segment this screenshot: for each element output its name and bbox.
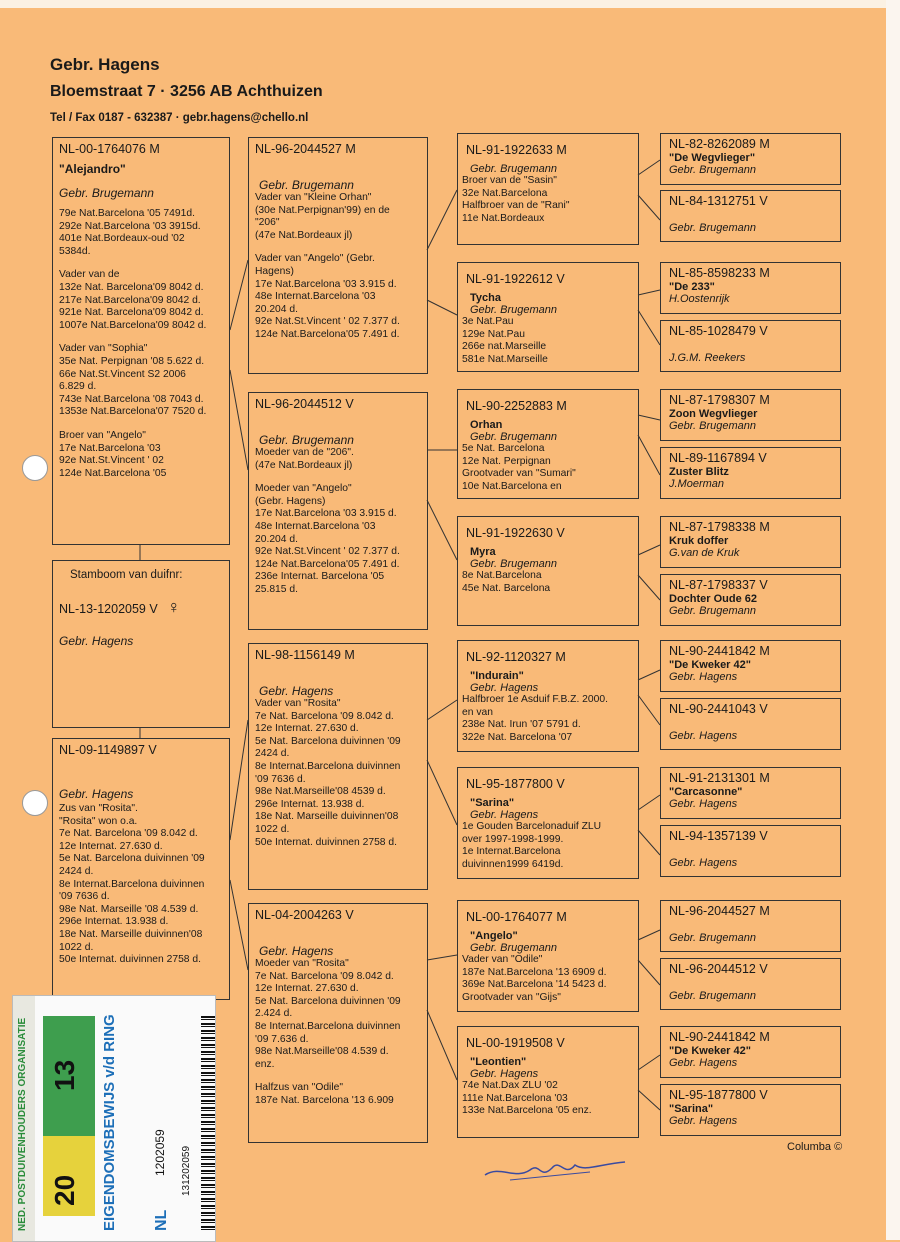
result-line: 92e Nat.St.Vincent ' 02 7.377 d.	[255, 546, 400, 558]
result-line: 48e Internat.Barcelona '03	[255, 291, 376, 303]
ancestor-card	[660, 1084, 841, 1136]
ring-number: NL-00-1764077 M	[466, 910, 567, 924]
result-line: 48e Internat.Barcelona '03	[255, 520, 376, 532]
result-line: Zus van "Rosita".	[59, 803, 138, 814]
result-line: Halfzus van "Odile"	[255, 1082, 344, 1094]
ancestor-card	[660, 389, 841, 441]
result-line: duivinnen1999 6419d.	[462, 858, 564, 870]
result-line: 45e Nat. Barcelona	[462, 582, 551, 594]
breeder: Gebr. Hagens	[669, 857, 738, 869]
result-line: 921e Nat. Barcelona'09 8042 d.	[59, 307, 204, 319]
breeder: Gebr. Brugemann	[470, 163, 558, 175]
ancestor-card	[660, 574, 841, 626]
result-line: 1007e Nat.Barcelona'09 8042 d.	[59, 319, 207, 331]
result-line: 132e Nat. Barcelona'09 8042 d.	[59, 281, 204, 293]
results	[462, 1080, 634, 1118]
breeder: Gebr. Hagens	[259, 684, 334, 698]
spacer	[59, 419, 223, 430]
spacer	[255, 1071, 421, 1082]
result-line: 401e Nat.Bordeaux-oud '02	[59, 233, 185, 245]
result-line: 124e Nat.Barcelona '05	[59, 467, 167, 479]
pigeon-name: Zoon Wegvlieger	[669, 408, 758, 420]
ancestor-card	[660, 447, 841, 499]
card-year-suffix: 13	[49, 1059, 80, 1091]
breeder: Gebr. Brugemann	[470, 431, 558, 443]
pigeon-name: Myra	[470, 546, 496, 558]
result-line: 98e Nat. Marseille '08 4.539 d.	[59, 903, 199, 915]
result-line: 74e Nat.Dax ZLU '02	[462, 1080, 558, 1091]
result-line: Vader van de	[59, 269, 120, 281]
great-grandparent-card	[457, 389, 639, 499]
pigeon-name: "De Kweker 42"	[669, 1045, 751, 1057]
pigeon-name: "Carcasonne"	[669, 786, 743, 798]
pigeon-name: Tycha	[470, 292, 501, 304]
result-line: Vader van "Angelo" (Gebr.	[255, 253, 375, 265]
card-ring-number: 1202059	[153, 1129, 167, 1176]
breeder: J.Moerman	[669, 478, 725, 490]
ancestor-card	[660, 825, 841, 877]
ring-number: NL-89-1167894 V	[669, 451, 767, 465]
result-line: 133e Nat.Barcelona '05 enz.	[462, 1105, 592, 1117]
ring-number: NL-82-8262089 M	[669, 137, 770, 151]
subject-ring-number: NL-13-1202059 V	[59, 602, 158, 616]
mother-breeder: Gebr. Hagens	[59, 787, 134, 801]
ring-number: NL-95-1877800 V	[466, 777, 565, 791]
result-line: 92e Nat.St.Vincent ' 02	[59, 455, 164, 467]
result-line: 2.424 d.	[255, 1008, 293, 1020]
pigeon-name: "Sarina"	[669, 1103, 714, 1115]
result-line: 5e Nat. Barcelona duivinnen '09	[59, 853, 205, 865]
card-barcode	[201, 1016, 216, 1231]
breeder: Gebr. Hagens	[470, 1068, 539, 1080]
punch-hole	[22, 790, 48, 816]
result-line: 5e Nat. Barcelona	[462, 443, 545, 454]
results	[255, 958, 421, 1108]
result-line: 12e Internat. 27.630 d.	[59, 840, 163, 852]
breeder: Gebr. Hagens	[470, 682, 539, 694]
result-line: 743e Nat.Barcelona '08 7043 d.	[59, 393, 204, 405]
result-line: Vader van "Sophia"	[59, 343, 148, 355]
result-line: Grootvader van "Gijs"	[462, 991, 561, 1003]
result-line: over 1997-1998-1999.	[462, 833, 564, 845]
ancestor-card	[660, 516, 841, 568]
results	[462, 954, 634, 1004]
result-line: 50e Internat. duivinnen 2758 d.	[255, 836, 397, 848]
breeder: Gebr. Brugemann	[669, 164, 757, 176]
result-line: 5384d.	[59, 245, 91, 257]
result-line: 79e Nat.Barcelona '05 7491d.	[59, 208, 195, 219]
breeder: Gebr. Brugemann	[470, 942, 558, 954]
results	[462, 694, 634, 744]
father-card	[52, 137, 230, 545]
result-line: 7e Nat. Barcelona '09 8.042 d.	[59, 828, 198, 840]
breeder: Gebr. Brugemann	[259, 433, 354, 447]
ring-number: NL-90-2252883 M	[466, 399, 567, 413]
ancestor-card	[660, 640, 841, 692]
result-line: enz.	[255, 1058, 275, 1070]
result-line: 7e Nat. Barcelona '09 8.042 d.	[255, 970, 394, 982]
breeder: J.G.M. Reekers	[669, 352, 746, 364]
grandparent-card	[248, 643, 428, 890]
result-line: 111e Nat.Barcelona '03	[462, 1092, 568, 1104]
ring-number: NL-94-1357139 V	[669, 829, 768, 843]
pigeon-name: "Sarina"	[470, 797, 515, 809]
result-line: 217e Nat.Barcelona'09 8042 d.	[59, 294, 201, 306]
result-line: 98e Nat.Marseille'08 4539 d.	[255, 786, 386, 798]
great-grandparent-card	[457, 900, 639, 1012]
result-line: Grootvader van "Sumari"	[462, 468, 576, 480]
result-line: 8e Internat.Barcelona duivinnen	[59, 878, 205, 890]
result-line: Hagens)	[255, 265, 294, 277]
results	[462, 175, 634, 225]
ring-number: NL-96-2044512 V	[255, 397, 354, 411]
result-line: Vader van "Rosita"	[255, 698, 341, 709]
pigeon-name: Kruk doffer	[669, 535, 729, 547]
pigeon-name: Orhan	[470, 419, 503, 431]
pigeon-name: Zuster Blitz	[669, 466, 729, 478]
result-line: en van	[462, 706, 493, 718]
result-line: 5e Nat. Barcelona duivinnen '09	[255, 995, 401, 1007]
card-country: NL	[153, 1209, 170, 1231]
great-grandparent-card	[457, 516, 639, 626]
ring-number: NL-91-1922630 V	[466, 526, 565, 540]
ring-number: NL-87-1798307 M	[669, 393, 770, 407]
result-line: 1022 d.	[255, 823, 290, 835]
result-line: 1e Internat.Barcelona	[462, 846, 561, 858]
result-line: 124e Nat.Barcelona'05 7.491 d.	[255, 328, 400, 340]
card-org-name: NED. POSTDUIVENHOUDERS ORGANISATIE	[17, 1017, 28, 1231]
result-line: Broer van de "Sasin"	[462, 175, 557, 186]
result-line: Moeder van de "206".	[255, 447, 354, 458]
ring-number: NL-85-8598233 M	[669, 266, 770, 280]
result-line: Moeder van "Angelo"	[255, 483, 352, 495]
ring-number: NL-96-2044527 M	[669, 904, 770, 918]
ring-number: NL-85-1028479 V	[669, 324, 768, 338]
spacer	[59, 332, 223, 343]
result-line: 7e Nat. Barcelona '09 8.042 d.	[255, 710, 394, 722]
pigeon-name: Dochter Oude 62	[669, 593, 758, 605]
results	[255, 698, 421, 849]
ancestor-card	[660, 262, 841, 314]
ring-number: NL-96-2044527 M	[255, 142, 356, 156]
result-line: 292e Nat.Barcelona '03 3915d.	[59, 220, 201, 232]
ring-number: NL-95-1877800 V	[669, 1088, 768, 1102]
result-line: 3e Nat.Pau	[462, 316, 514, 327]
card-barcode-number: 131202059	[181, 1145, 192, 1196]
great-grandparent-card	[457, 1026, 639, 1138]
results	[462, 570, 634, 595]
ring-number: NL-92-1120327 M	[466, 650, 566, 664]
results	[462, 821, 634, 871]
result-line: 20.204 d.	[255, 303, 298, 315]
ancestor-card	[660, 1026, 841, 1078]
breeder: H.Oostenrijk	[669, 293, 730, 305]
great-grandparent-card	[457, 640, 639, 752]
grandparent-card	[248, 137, 428, 374]
breeder: G.van de Kruk	[669, 547, 740, 559]
pigeon-name: "De Kweker 42"	[669, 659, 751, 671]
ancestor-card	[660, 698, 841, 750]
result-line: 20.204 d.	[255, 533, 298, 545]
mother-results	[59, 803, 223, 967]
pigeon-name: "Angelo"	[470, 930, 518, 942]
breeder: Gebr. Hagens	[470, 809, 539, 821]
card-title: EIGENDOMSBEWIJS v/d RING	[101, 1014, 118, 1231]
result-line: 296e Internat. 13.938 d.	[255, 798, 365, 810]
result-line: 92e Nat.St.Vincent ' 02 7.377 d.	[255, 316, 400, 328]
result-line: (Gebr. Hagens)	[255, 495, 326, 507]
grandparent-card	[248, 903, 428, 1143]
result-line: Vader van "Odile"	[462, 954, 543, 965]
ancestor-card	[660, 900, 841, 952]
result-line: 35e Nat. Perpignan '08 5.622 d.	[59, 355, 205, 367]
subject-ring-row	[59, 597, 223, 618]
ring-number: NL-90-2441043 V	[669, 702, 768, 716]
breeder: Gebr. Brugemann	[259, 178, 354, 192]
result-line: Vader van "Kleine Orhan"	[255, 192, 372, 203]
result-line: Moeder van "Rosita"	[255, 958, 349, 969]
ring-number: NL-91-1922633 M	[466, 143, 567, 157]
breeder: Gebr. Brugemann	[669, 990, 757, 1002]
signature	[480, 1150, 630, 1190]
copyright-text: Columba ©	[787, 1141, 843, 1153]
result-line: 1022 d.	[59, 941, 94, 953]
ancestor-card	[660, 190, 841, 242]
result-line: 18e Nat. Marseille duivinnen'08	[255, 811, 399, 823]
result-line: 32e Nat.Barcelona	[462, 187, 548, 199]
owner-address: Bloemstraat 7 · 3256 AB Achthuizen	[50, 83, 323, 100]
ring-number: NL-96-2044512 V	[669, 962, 768, 976]
ring-number: NL-90-2441842 M	[669, 1030, 770, 1044]
result-line: (47e Nat.Bordeaux jl)	[255, 459, 353, 471]
breeder: Gebr. Hagens	[669, 1115, 738, 1127]
ancestor-card	[660, 767, 841, 819]
pigeon-name: "De 233"	[669, 281, 715, 293]
result-line: 18e Nat. Marseille duivinnen'08	[59, 928, 203, 940]
result-line: 129e Nat.Pau	[462, 328, 525, 340]
result-line: 17e Nat.Barcelona '03 3.915 d.	[255, 278, 397, 290]
result-line: "Rosita" won o.a.	[59, 815, 138, 827]
result-line: 11e Nat.Bordeaux	[462, 212, 545, 224]
result-line: '09 7636 d.	[59, 891, 110, 903]
subject-card	[52, 560, 230, 728]
result-line: (30e Nat.Perpignan'99) en de	[255, 204, 390, 216]
result-line: 5e Nat. Barcelona duivinnen '09	[255, 735, 401, 747]
breeder: Gebr. Hagens	[669, 730, 738, 742]
result-line: 322e Nat. Barcelona '07	[462, 731, 573, 743]
father-ring-number: NL-00-1764076 M	[59, 142, 160, 156]
breeder: Gebr. Hagens	[669, 798, 738, 810]
mother-card	[52, 738, 230, 1000]
breeder: Gebr. Brugemann	[470, 558, 558, 570]
results	[255, 192, 421, 342]
spacer	[255, 472, 421, 483]
great-grandparent-card	[457, 767, 639, 879]
ring-number: NL-87-1798338 M	[669, 520, 770, 534]
ring-number: NL-91-2131301 M	[669, 771, 770, 785]
ownership-card	[12, 995, 216, 1242]
result-line: 6.829 d.	[59, 381, 97, 393]
subject-breeder: Gebr. Hagens	[59, 634, 134, 648]
result-line: 1e Gouden Barcelonaduif ZLU	[462, 821, 602, 832]
father-results	[59, 208, 223, 480]
ring-number: NL-91-1922612 V	[466, 272, 565, 286]
result-line: Broer van "Angelo"	[59, 429, 146, 441]
punch-hole	[22, 455, 48, 481]
result-line: 25.815 d.	[255, 583, 298, 595]
grandparent-card	[248, 392, 428, 630]
result-line: 266e nat.Marseille	[462, 341, 547, 353]
breeder: Gebr. Hagens	[259, 944, 334, 958]
result-line: Halfbroer 1e Asduif F.B.Z. 2000.	[462, 694, 608, 705]
result-line: 369e Nat.Barcelona '14 5423 d.	[462, 979, 607, 991]
result-line: 12e Internat. 27.630 d.	[255, 983, 359, 995]
great-grandparent-card	[457, 133, 639, 245]
result-line: 12e Nat. Perpignan	[462, 455, 551, 467]
result-line: 12e Internat. 27.630 d.	[255, 723, 359, 735]
result-line: 124e Nat.Barcelona'05 7.491 d.	[255, 558, 400, 570]
ring-number: NL-98-1156149 M	[255, 648, 355, 662]
pigeon-name: "Leontien"	[470, 1056, 527, 1068]
ancestor-card	[660, 320, 841, 372]
owner-contact: Tel / Fax 0187 - 632387 · gebr.hagens@chello.nl	[50, 112, 309, 124]
result-line: 8e Nat.Barcelona	[462, 570, 542, 581]
owner-name: Gebr. Hagens	[50, 55, 160, 74]
result-line: 236e Internat. Barcelona '05	[255, 571, 385, 583]
result-line: 187e Nat. Barcelona '13 6.909	[255, 1094, 394, 1106]
ring-number: NL-04-2004263 V	[255, 908, 354, 922]
result-line: 2424 d.	[255, 748, 290, 760]
ancestor-card	[660, 958, 841, 1010]
result-line: 581e Nat.Marseille	[462, 353, 548, 365]
breeder: Gebr. Brugemann	[669, 932, 757, 944]
result-line: 296e Internat. 13.938 d.	[59, 916, 169, 928]
breeder: Gebr. Hagens	[669, 671, 738, 683]
results	[462, 443, 634, 493]
result-line: 2424 d.	[59, 865, 94, 877]
breeder: Gebr. Brugemann	[470, 304, 558, 316]
result-line: 1353e Nat.Barcelona'07 7520 d.	[59, 406, 207, 418]
pigeon-name: "Indurain"	[470, 670, 524, 682]
result-line: 8e Internat.Barcelona duivinnen	[255, 1020, 401, 1032]
result-line: "206"	[255, 217, 280, 229]
results	[255, 447, 421, 597]
result-line: 17e Nat.Barcelona '03 3.915 d.	[255, 508, 397, 520]
father-name: "Alejandro"	[59, 162, 126, 176]
card-year-prefix: 20	[49, 1174, 80, 1206]
result-line: '09 7.636 d.	[255, 1033, 309, 1045]
result-line: (47e Nat.Bordeaux jl)	[255, 229, 353, 241]
ring-number: NL-00-1919508 V	[466, 1036, 565, 1050]
result-line: 10e Nat.Barcelona en	[462, 480, 562, 492]
breeder: Gebr. Brugemann	[669, 605, 757, 617]
result-line: 66e Nat.St.Vincent S2 2006	[59, 368, 186, 380]
ring-number: NL-87-1798337 V	[669, 578, 768, 592]
ring-number: NL-84-1312751 V	[669, 194, 768, 208]
breeder: Gebr. Brugemann	[669, 222, 757, 234]
spacer	[59, 258, 223, 269]
breeder: Gebr. Brugemann	[669, 420, 757, 432]
result-line: 187e Nat.Barcelona '13 6909 d.	[462, 966, 607, 978]
result-line: 50e Internat. duivinnen 2758 d.	[59, 954, 201, 966]
result-line: 98e Nat.Marseille'08 4.539 d.	[255, 1046, 389, 1058]
great-grandparent-card	[457, 262, 639, 372]
spacer	[255, 242, 421, 253]
result-line: Halfbroer van de "Rani"	[462, 200, 570, 212]
result-line: 8e Internat.Barcelona duivinnen	[255, 760, 401, 772]
ring-number: NL-90-2441842 M	[669, 644, 770, 658]
pigeon-name: "De Wegvlieger"	[669, 152, 756, 164]
female-symbol-icon: ♀	[167, 597, 181, 617]
result-line: '09 7636 d.	[255, 773, 306, 785]
ancestor-card	[660, 133, 841, 185]
results	[462, 316, 634, 366]
mother-ring-number: NL-09-1149897 V	[59, 743, 157, 757]
result-line: 238e Nat. Irun '07 5791 d.	[462, 719, 581, 731]
breeder: Gebr. Hagens	[669, 1057, 738, 1069]
subject-label: Stamboom van duifnr:	[67, 569, 186, 581]
father-breeder: Gebr. Brugemann	[59, 186, 154, 200]
result-line: 17e Nat.Barcelona '03	[59, 442, 161, 454]
